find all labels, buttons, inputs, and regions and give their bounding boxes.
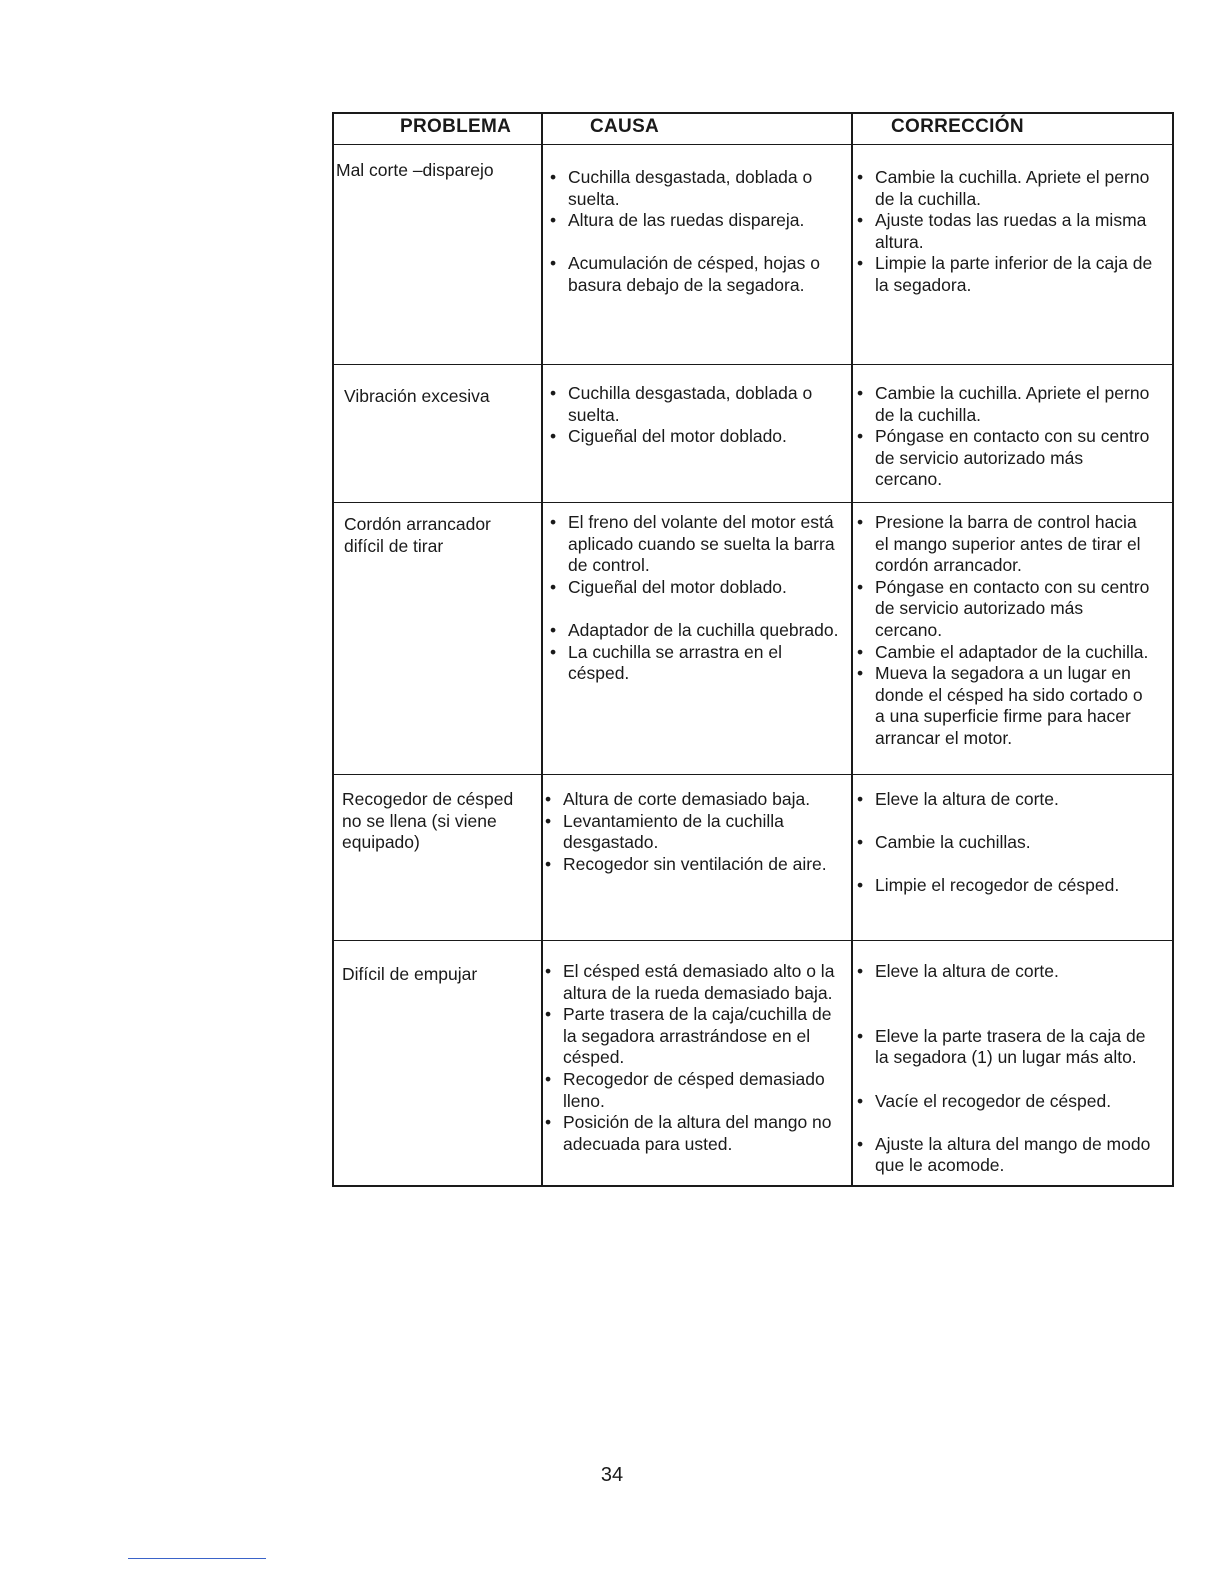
row-divider: [334, 364, 1172, 365]
correction-cell: [853, 383, 1153, 491]
correction-cell: [853, 961, 1163, 1177]
list-item: • Levantamiento de la cuchilla desgastado.: [545, 810, 784, 853]
list-item: • Ajuste todas las ruedas a la misma altura.: [857, 210, 1147, 252]
list-item: • Cuchilla desgastada, doblada o suelta.: [550, 167, 813, 209]
problem-cell: Mal corte –disparejo: [336, 160, 494, 180]
row-divider: [334, 502, 1172, 503]
list-item: • Recogedor de césped demasiado lleno.: [545, 1068, 825, 1111]
list-item: • Cigueñal del motor doblado.: [550, 426, 787, 447]
list-item: • Cambie la cuchilla. Apriete el perno de la cuchilla.: [857, 383, 1150, 425]
list-item: • Póngase en contacto con su centro de servicio autorizado más cercano.: [857, 426, 1150, 490]
cause-cell: [541, 789, 846, 875]
troubleshooting-table: [332, 112, 1174, 1187]
footer-rule: [128, 1558, 266, 1559]
list-item: • La cuchilla se arrastra en el césped.: [550, 641, 782, 684]
list-item: • Altura de corte demasiado baja.: [545, 789, 811, 809]
row-divider: [334, 940, 1172, 941]
list-item: • Cambie la cuchilla. Apriete el perno de la cuchilla.: [857, 167, 1150, 209]
row-divider: [334, 774, 1172, 775]
list-item: • Eleve la altura de corte.: [857, 789, 1059, 809]
header-divider: [334, 144, 1172, 145]
list-item: • Vacíe el recogedor de césped.: [857, 1090, 1112, 1111]
list-item: • Mueva la segadora a un lugar en donde el césped ha sido cortado o a una superficie firme para hacer arrancar el motor.: [857, 663, 1143, 748]
cause-cell: [546, 512, 841, 685]
list-item: • Eleve la parte trasera de la caja de la segadora (1) un lugar más alto.: [857, 1025, 1146, 1068]
list-item: • Limpie el recogedor de césped.: [857, 875, 1120, 896]
list-item: • Posición de la altura del mango no adecuada para usted.: [545, 1112, 832, 1154]
list-item: • El césped está demasiado alto o la altura de la rueda demasiado baja.: [545, 961, 835, 1003]
list-item: • Cigueñal del motor doblado.: [550, 576, 787, 597]
list-item: • Cambie el adaptador de la cuchilla.: [857, 641, 1149, 662]
list-item: • Eleve la altura de corte.: [857, 961, 1059, 981]
header-cause: CAUSA: [590, 116, 660, 137]
list-item: • Cuchilla desgastada, doblada o suelta.: [550, 383, 813, 425]
correction-cell: [853, 512, 1153, 750]
cause-cell: [541, 961, 846, 1155]
list-item: • El freno del volante del motor está aplicado cuando se suelta la barra de control.: [550, 512, 835, 576]
list-item: • Póngase en contacto con su centro de servicio autorizado más cercano.: [857, 576, 1150, 640]
list-item: • Parte trasera de la caja/cuchilla de la segadora arrastrándose en el césped.: [545, 1004, 832, 1068]
list-item: • Acumulación de césped, hojas o basura debajo de la segadora.: [550, 253, 820, 295]
list-item: • Limpie la parte inferior de la caja de la segadora.: [857, 253, 1153, 295]
header-correction: CORRECCIÓN: [891, 116, 1024, 137]
list-item: • Presione la barra de control hacia el mango superior antes de tirar el cordón arrancador.: [857, 512, 1141, 576]
list-item: • Recogedor sin ventilación de aire.: [545, 853, 827, 874]
page-number: 34: [600, 1464, 624, 1486]
problem-cell: Recogedor de césped no se llena (si viene equipado): [342, 789, 514, 853]
cause-cell: [546, 383, 846, 448]
list-item: • Ajuste la altura del mango de modo que le acomode.: [857, 1133, 1151, 1176]
list-item: • Cambie la cuchillas.: [857, 832, 1031, 853]
list-item: • Altura de las ruedas dispareja.: [550, 210, 805, 231]
header-problem: PROBLEMA: [400, 116, 512, 137]
list-item: • Adaptador de la cuchilla quebrado.: [550, 619, 839, 640]
correction-cell: [853, 167, 1153, 297]
problem-cell: Difícil de empujar: [342, 964, 478, 984]
problem-cell: Cordón arrancador difícil de tirar: [344, 514, 491, 556]
problem-cell: Vibración excesiva: [344, 386, 490, 406]
cause-cell: [546, 167, 846, 297]
correction-cell: [853, 789, 1153, 897]
